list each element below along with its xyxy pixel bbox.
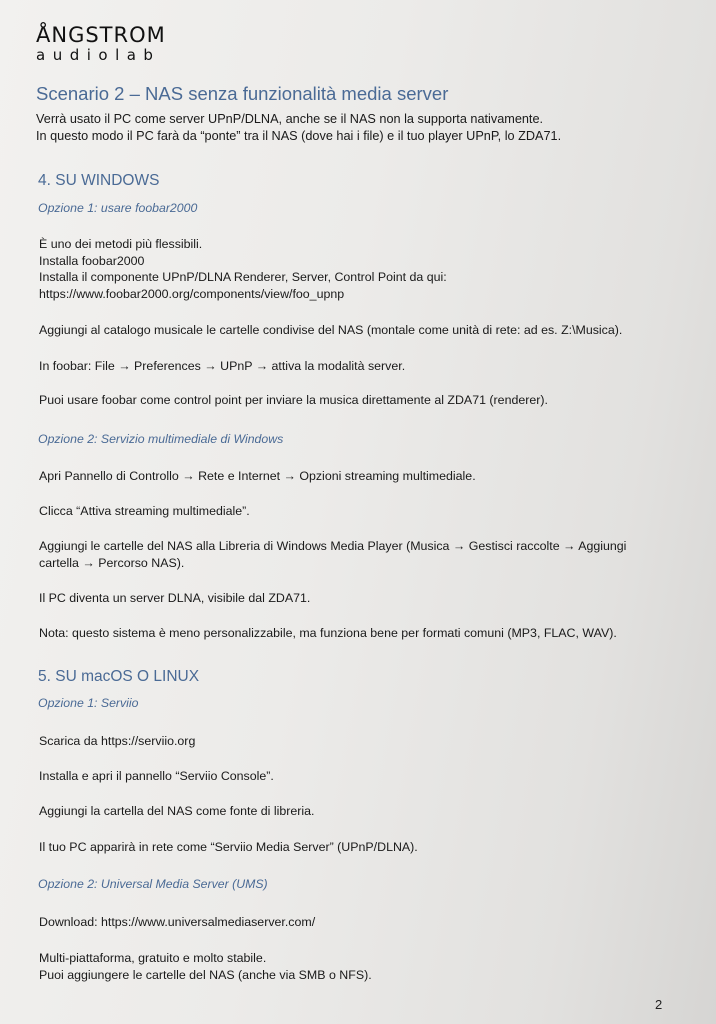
paragraph-line: Puoi usare foobar come control point per inviare la musica direttamente al ZDA71 (renderer). (39, 393, 548, 407)
option-heading-windows-media: Opzione 2: Servizio multimediale di Windows (38, 432, 284, 446)
paragraph (39, 538, 626, 571)
paragraph-line: Installa il componente UPnP/DLNA Renderer, Server, Control Point da qui: (39, 270, 447, 284)
paragraph-line: Nota: questo sistema è meno personalizzabile, ma funziona bene per formati comuni (MP3, FLAC, WAV). (39, 626, 617, 640)
paragraph (39, 358, 405, 375)
option-heading-serviio: Opzione 1: Serviio (38, 696, 139, 710)
option-heading-foobar: Opzione 1: usare foobar2000 (38, 201, 198, 215)
intro-paragraph (36, 111, 561, 145)
angstrom-logo (36, 24, 166, 63)
paragraph-line: Aggiungi la cartella del NAS come fonte di libreria. (39, 804, 315, 818)
paragraph-line: Puoi aggiungere le cartelle del NAS (anche via SMB o NFS). (39, 967, 372, 982)
paragraph-line: Multi-piattaforma, gratuito e molto stabile. (39, 951, 267, 965)
paragraph (39, 468, 476, 485)
paragraph-line: Il PC diventa un server DLNA, visibile dal ZDA71. (39, 591, 311, 605)
paragraph-line: In foobar: File → Preferences → UPnP → attiva la modalità server. (39, 359, 406, 373)
paragraph-line: Installa foobar2000 (39, 253, 145, 268)
paragraph (39, 322, 622, 339)
section-heading-macos-linux: 5. SU macOS O LINUX (38, 668, 200, 685)
paragraph-line: È uno dei metodi più flessibili. (39, 237, 203, 251)
logo-main-text: ÅNGSTROM (36, 23, 166, 47)
paragraph-line: Aggiungi le cartelle del NAS alla Libreria di Windows Media Player (Musica → Gestisci raccolte → Aggiungi (39, 539, 627, 553)
paragraph-line: Apri Pannello di Controllo → Rete e Internet → Opzioni streaming multimediale. (39, 469, 476, 483)
paragraph (39, 839, 418, 856)
note-paragraph (39, 625, 617, 642)
paragraph-line: Scarica da https://serviio.org (39, 734, 196, 748)
paragraph-line: Installa e apri il pannello “Serviio Console”. (39, 769, 274, 783)
paragraph (39, 590, 310, 607)
intro-line: Verrà usato il PC come server UPnP/DLNA, anche se il NAS non la supporta nativamente. (36, 112, 544, 126)
paragraph-line: Clicca “Attiva streaming multimediale”. (39, 504, 250, 518)
paragraph (39, 803, 315, 820)
scenario-title: Scenario 2 – NAS senza funzionalità media server (36, 83, 449, 104)
option-heading-ums: Opzione 2: Universal Media Server (UMS) (38, 877, 268, 891)
paragraph (39, 768, 274, 785)
paragraph-line: Il tuo PC apparirà in rete come “Serviio Media Server” (UPnP/DLNA). (39, 840, 418, 854)
page-number: 2 (655, 997, 663, 1012)
paragraph-line: Download: https://www.universalmediaserver.com/ (39, 915, 316, 929)
foobar-upnp-url: https://www.foobar2000.org/components/view/foo_upnp (39, 286, 345, 301)
paragraph (39, 914, 315, 931)
paragraph (39, 392, 548, 409)
foobar-steps-paragraph (39, 236, 447, 302)
paragraph (39, 733, 195, 750)
paragraph-line: cartella → Percorso NAS). (39, 555, 185, 570)
logo-sub-text: audiolab (36, 46, 161, 64)
intro-line: In questo modo il PC farà da “ponte” tra il NAS (dove hai i file) e il tuo player UPnP, lo ZDA71. (36, 129, 562, 143)
paragraph-line: Aggiungi al catalogo musicale le cartelle condivise del NAS (montale come unità di rete: ad es. Z:\Musica). (39, 323, 623, 337)
paragraph (39, 950, 372, 983)
section-heading-windows: 4. SU WINDOWS (38, 172, 160, 189)
paragraph (39, 503, 250, 520)
